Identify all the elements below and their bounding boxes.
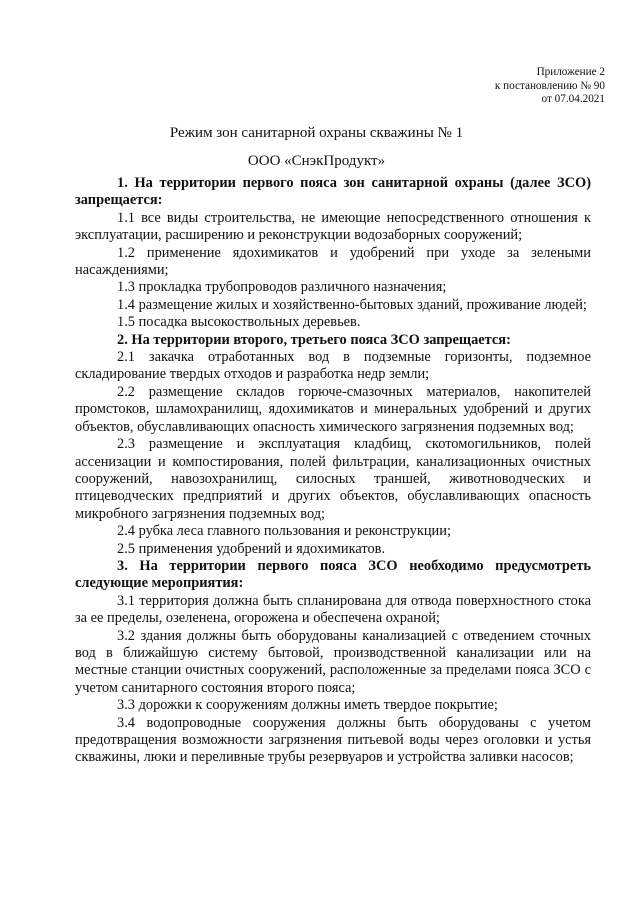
- appendix-label: Приложение 2: [536, 66, 605, 78]
- section-1-item-1: 1.1 все виды строительства, не имеющие непосредственного отношения к эксплуатации, расширению и реконструкции водозаборных сооружений;: [75, 209, 591, 244]
- organization-name: ООО «СнэкПродукт»: [247, 153, 386, 169]
- document-body: [75, 175, 591, 767]
- resolution-date: от 07.04.2021: [541, 93, 605, 106]
- section-2-item-2: 2.2 размещение складов горюче-смазочных материалов, накопителей промстоков, шламохранилищ, ядохимикатов и минеральных удобрений и других объектов, обуславливающих опасность химического загрязнения подземных вод;: [75, 383, 591, 435]
- section-2-heading: 2. На территории второго, третьего пояса ЗСО запрещается:: [117, 331, 511, 348]
- section-1-heading: 1. На территории первого пояса зон санитарной охраны (далее ЗСО) запрещается:: [75, 175, 591, 209]
- section-3-item-4: 3.4 водопроводные сооружения должны быть оборудованы с учетом предотвращения возможности загрязнения питьевой воды через оголовки и устья скважины, люки и переливные трубы резервуаров и устройства заливки насосов;: [75, 714, 591, 766]
- section-2-item-3: 2.3 размещение и эксплуатация кладбищ, скотомогильников, полей ассенизации и компостирования, полей фильтрации, канализационных очистных сооружений, навозохранилищ, силосных траншей, животноводческих и птицеводческих предприятий и других объектов, обуславливающих опасность микробного загрязнения подземных вод;: [75, 436, 591, 522]
- section-1-item-3: 1.3 прокладка трубопроводов различного назначения;: [117, 279, 447, 296]
- section-1-item-2: 1.2 применение ядохимикатов и удобрений при уходе за зелеными насаждениями;: [75, 244, 591, 279]
- section-3-item-2: 3.2 здания должны быть оборудованы канализацией с отведением сточных вод в ближайшую систему бытовой, производственной канализации или на местные станции очистных сооружений, расположенные за пределами пояса ЗСО с учетом санитарного состояния второго пояса;: [75, 627, 591, 696]
- appendix-reference: [495, 66, 605, 107]
- section-2-item-1: 2.1 закачка отработанных вод в подземные горизонты, подземное складирование твердых отходов и разработка недр земли;: [75, 349, 591, 383]
- document-title: Режим зон санитарной охраны скважины № 1: [169, 125, 464, 141]
- section-2-item-4: 2.4 рубка леса главного пользования и реконструкции;: [117, 523, 451, 540]
- section-2-item-5: 2.5 применения удобрений и ядохимикатов.: [117, 540, 386, 557]
- resolution-number: к постановлению № 90: [494, 79, 605, 92]
- section-3-heading: 3. На территории первого пояса ЗСО необходимо предусмотреть следующие мероприятия:: [75, 557, 591, 592]
- section-1-item-4: 1.4 размещение жилых и хозяйственно-бытовых зданий, проживание людей;: [117, 296, 587, 313]
- section-1-item-5: 1.5 посадка высокоствольных деревьев.: [117, 314, 361, 331]
- section-3-item-1: 3.1 территория должна быть спланирована для отвода поверхностного стока за ее пределы, озеленена, огорожена и обеспечена охраной;: [75, 592, 591, 627]
- section-3-item-3: 3.3 дорожки к сооружениям должны иметь твердое покрытие;: [117, 697, 498, 714]
